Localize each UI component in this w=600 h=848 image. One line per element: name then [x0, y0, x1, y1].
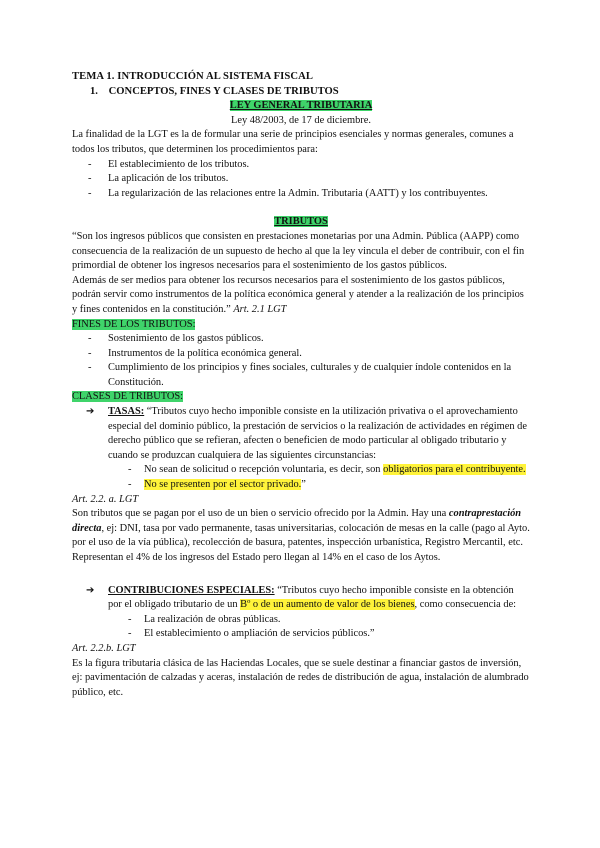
section-title — [72, 85, 530, 100]
tasas-sub1-text: No sean de solicitud o recepción voluntaria, es decir, son — [144, 464, 384, 476]
tributos-heading-row — [72, 215, 530, 230]
tema-title: TEMA 1. INTRODUCCIÓN AL SISTEMA FISCAL — [72, 71, 314, 82]
lgt-heading: LEY GENERAL TRIBUTARIA — [229, 100, 373, 112]
tasas-sub1-highlight: obligatorios para el contribuyente. — [383, 464, 526, 476]
list-item: - El establecimiento de los tributos. — [72, 158, 530, 173]
clases-heading: CLASES DE TRIBUTOS: — [72, 391, 184, 403]
tasas-description — [72, 507, 530, 551]
section-number: 1. — [90, 85, 98, 97]
tasas-sublist — [108, 463, 530, 492]
tasas-reference: Art. 2.2. a. LGT — [72, 493, 139, 505]
list-item — [108, 463, 530, 478]
lgt-intro: La finalidad de la LGT es la de formular una serie de principios esenciales y normas generales, comunes a todos los tributos, que determinen los procedimientos para: — [72, 129, 514, 155]
list-item — [108, 478, 530, 493]
tasas-sub2-end: ” — [301, 479, 306, 491]
section-title-text: CONCEPTOS, FINES Y CLASES DE TRIBUTOS — [108, 85, 339, 97]
contribuciones-sublist — [108, 613, 530, 642]
tasas-sub2-highlight: No se presenten por el sector privado. — [144, 479, 302, 491]
list-item: - La regularización de las relaciones entre la Admin. Tributaria (AATT) y los contribuyentes. — [72, 187, 530, 202]
list-item: - Sostenimiento de los gastos públicos. — [72, 332, 530, 347]
fines-heading-row — [72, 318, 530, 333]
arrow-right-icon: ➔ — [86, 584, 95, 596]
fines-list — [72, 332, 530, 390]
tributos-definition-2-text: Además de ser medios para obtener los recursos necesarios para el sostenimiento de los gastos públicos, podrán servir como instrumentos de la política económica general y atender a la realización de los principios y fines contenidos en la constitución.” — [72, 274, 524, 315]
lgt-list — [72, 158, 530, 202]
list-item: - La realización de obras públicas. — [108, 613, 530, 628]
contribuciones-definition — [108, 584, 530, 613]
document-content — [72, 70, 530, 700]
tasas-block — [72, 405, 530, 493]
tasas-description-text-2: , ej: DNI, tasa por vado permanente, tasas universitarias, colocación de mesas en la calle (pago al Ayto. por el uso de la vía pública), recolección de basura, patentes, inspección urbanística, Registro Mercantil, etc. — [72, 522, 530, 549]
contribuciones-text-1: “Tributos cuyo hecho imponible consiste en la obtención por el obligado tributario de un — [108, 584, 514, 611]
tasas-definition-text: “Tributos cuyo hecho imponible consiste en la utilización privativa o el aprovechamiento especial del dominio público, la prestación de servicios o la realización de actividades en régimen de derecho público que se refieran, afecten o beneficien de modo particular al obligado tributario y cuando se produzcan cualquiera de las siguientes circunstancias: — [108, 406, 527, 461]
fines-heading: FINES DE LOS TRIBUTOS: — [72, 318, 196, 330]
tasas-description-text-1: Son tributos que se pagan por el uso de un bien o servicio ofrecido por la Admin. Hay una — [72, 508, 447, 520]
tributos-definition-reference: Art. 2.1 LGT — [233, 303, 287, 315]
tributos-definition-1: “Son los ingresos públicos que consisten en prestaciones monetarias por una Admin. Pública (AAPP) como consecuencia de la realización de un supuesto de hecho al que la ley vincula el deber de contribuir, con el fin primordial de obtener los ingresos necesarios para el sostenimiento de los gastos públicos. — [72, 230, 525, 272]
contribuciones-highlight: Bº o de un aumento de valor de los bienes — [240, 599, 415, 611]
tributos-heading: TRIBUTOS — [274, 216, 328, 228]
lgt-reference: Ley 48/2003, de 17 de diciembre. — [231, 114, 371, 126]
tasas-definition — [108, 405, 530, 463]
contribuciones-reference: Art. 2.2.b. LGT — [72, 642, 136, 654]
tasas-statistic: Representan el 4% de los ingresos del Estado pero llegan al 14% en el caso de los Aytos. — [72, 552, 441, 563]
contribuciones-label: CONTRIBUCIONES ESPECIALES: — [108, 584, 275, 596]
list-item: - El establecimiento o ampliación de servicios públicos.” — [108, 627, 530, 642]
contribuciones-description: Es la figura tributaria clásica de las Haciendas Locales, que se suele destinar a financiar gastos de inversión, ej: pavimentación de calzadas y aceras, instalación de redes de distribución de agua, instalación de alumbrado público, etc. — [72, 657, 529, 698]
tasas-label: TASAS: — [108, 406, 145, 418]
list-item: - Instrumentos de la política económica general. — [72, 347, 530, 362]
list-item: - Cumplimiento de los principios y fines sociales, culturales y de cualquier índole contenidos en la Constitución. — [72, 361, 530, 390]
contribuciones-text-2: , como consecuencia de: — [414, 599, 517, 611]
list-item: - La aplicación de los tributos. — [72, 172, 530, 187]
tasas-description-bold: contraprestación directa — [72, 508, 522, 534]
tributos-definition-2 — [72, 274, 530, 318]
lgt-heading-row — [72, 99, 530, 114]
clases-heading-row — [72, 390, 530, 405]
contribuciones-block — [72, 584, 530, 642]
arrow-right-icon: ➔ — [86, 406, 95, 418]
